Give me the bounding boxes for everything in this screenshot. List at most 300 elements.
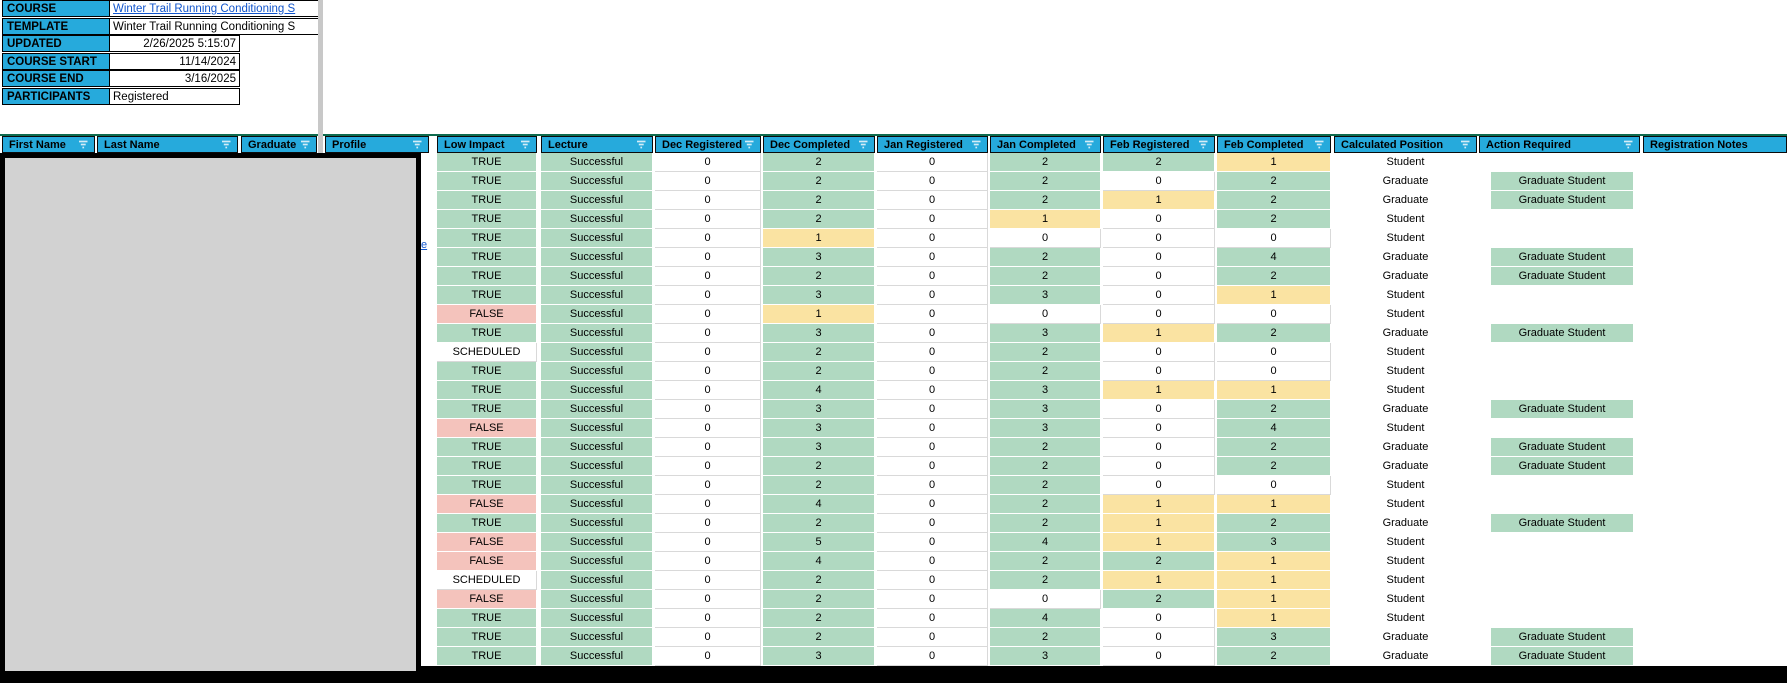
cell-dec-registered[interactable]: 0 — [655, 229, 761, 248]
cell-lecture[interactable]: Successful — [541, 267, 653, 286]
cell-dec-registered[interactable]: 0 — [655, 628, 761, 647]
column-header-calculated-position[interactable] — [1334, 136, 1477, 153]
cell-action-required[interactable] — [1479, 172, 1640, 191]
cell-jan-registered[interactable]: 0 — [877, 514, 988, 533]
cell-jan-completed[interactable]: 2 — [990, 552, 1101, 571]
cell-calculated-position[interactable]: Student — [1386, 384, 1425, 396]
cell-jan-registered[interactable]: 0 — [877, 362, 988, 381]
cell-dec-completed[interactable]: 3 — [763, 400, 875, 419]
cell-dec-registered[interactable]: 0 — [655, 362, 761, 381]
column-header-jan-registered[interactable] — [877, 136, 988, 153]
cell-jan-completed[interactable]: 2 — [990, 476, 1101, 495]
cell-low-impact[interactable]: TRUE — [437, 438, 537, 457]
cell-feb-registered[interactable]: 0 — [1103, 647, 1215, 666]
cell-dec-completed[interactable]: 3 — [763, 438, 875, 457]
cell-jan-completed[interactable]: 3 — [990, 286, 1101, 305]
cell-action-required[interactable] — [1479, 324, 1640, 343]
cell-jan-completed[interactable]: 4 — [990, 533, 1101, 552]
cell-action-required[interactable] — [1479, 628, 1640, 647]
cell-lecture[interactable]: Successful — [541, 571, 653, 590]
cell-jan-registered[interactable]: 0 — [877, 495, 988, 514]
column-header-lecture[interactable] — [541, 136, 653, 153]
cell-registration-notes[interactable] — [1643, 324, 1787, 343]
cell-action-required[interactable] — [1479, 267, 1640, 286]
cell-feb-completed[interactable]: 2 — [1217, 647, 1331, 666]
cell-jan-registered[interactable]: 0 — [877, 343, 988, 362]
cell-calculated-position[interactable]: Student — [1386, 232, 1425, 244]
cell-low-impact[interactable]: FALSE — [437, 495, 537, 514]
cell-feb-registered[interactable]: 0 — [1103, 628, 1215, 647]
cell-jan-registered[interactable]: 0 — [877, 172, 988, 191]
cell-registration-notes[interactable] — [1643, 248, 1787, 267]
cell-feb-registered[interactable]: 0 — [1103, 419, 1215, 438]
cell-feb-registered[interactable]: 0 — [1103, 248, 1215, 267]
cell-low-impact[interactable]: TRUE — [437, 153, 537, 172]
cell-dec-registered[interactable]: 0 — [655, 647, 761, 666]
cell-lecture[interactable]: Successful — [541, 457, 653, 476]
cell-calculated-position[interactable]: Student — [1386, 156, 1425, 168]
cell-action-required[interactable] — [1479, 495, 1640, 514]
cell-action-required[interactable] — [1479, 514, 1640, 533]
cell-feb-registered[interactable]: 2 — [1103, 153, 1215, 172]
template-value[interactable]: Winter Trail Running Conditioning S — [110, 18, 318, 35]
cell-calculated-position[interactable]: Graduate — [1382, 441, 1429, 453]
cell-jan-registered[interactable]: 0 — [877, 400, 988, 419]
cell-feb-registered[interactable]: 2 — [1103, 590, 1215, 609]
cell-feb-registered[interactable]: 1 — [1103, 324, 1215, 343]
column-header-profile[interactable] — [325, 136, 429, 153]
cell-low-impact[interactable]: TRUE — [437, 609, 537, 628]
cell-feb-completed[interactable]: 1 — [1217, 571, 1331, 590]
cell-lecture[interactable]: Successful — [541, 495, 653, 514]
cell-dec-completed[interactable]: 2 — [763, 590, 875, 609]
cell-jan-registered[interactable]: 0 — [877, 609, 988, 628]
cell-registration-notes[interactable] — [1643, 514, 1787, 533]
cell-dec-registered[interactable]: 0 — [655, 286, 761, 305]
cell-calculated-position[interactable]: Student — [1386, 498, 1425, 510]
filter-icon[interactable] — [1197, 139, 1210, 150]
cell-lecture[interactable]: Successful — [541, 647, 653, 666]
cell-registration-notes[interactable] — [1643, 457, 1787, 476]
cell-dec-registered[interactable]: 0 — [655, 514, 761, 533]
cell-feb-registered[interactable]: 0 — [1103, 438, 1215, 457]
cell-registration-notes[interactable] — [1643, 286, 1787, 305]
cell-jan-completed[interactable]: 2 — [990, 628, 1101, 647]
cell-calculated-position[interactable]: Graduate — [1382, 517, 1429, 529]
cell-dec-registered[interactable]: 0 — [655, 343, 761, 362]
cell-lecture[interactable]: Successful — [541, 343, 653, 362]
cell-registration-notes[interactable] — [1643, 533, 1787, 552]
cell-feb-completed[interactable]: 1 — [1217, 552, 1331, 571]
cell-registration-notes[interactable] — [1643, 438, 1787, 457]
cell-feb-completed[interactable]: 1 — [1217, 286, 1331, 305]
cell-feb-registered[interactable]: 0 — [1103, 476, 1215, 495]
cell-low-impact[interactable]: TRUE — [437, 267, 537, 286]
cell-feb-registered[interactable]: 0 — [1103, 210, 1215, 229]
cell-jan-registered[interactable]: 0 — [877, 438, 988, 457]
cell-feb-registered[interactable]: 0 — [1103, 172, 1215, 191]
cell-calculated-position[interactable]: Graduate — [1382, 650, 1429, 662]
cell-feb-completed[interactable]: 0 — [1217, 476, 1331, 495]
cell-action-required[interactable] — [1479, 343, 1640, 362]
cell-lecture[interactable]: Successful — [541, 210, 653, 229]
cell-registration-notes[interactable] — [1643, 476, 1787, 495]
cell-lecture[interactable]: Successful — [541, 248, 653, 267]
filter-icon[interactable] — [220, 139, 233, 150]
cell-dec-completed[interactable]: 2 — [763, 457, 875, 476]
cell-action-required[interactable] — [1479, 229, 1640, 248]
cell-feb-registered[interactable]: 0 — [1103, 400, 1215, 419]
cell-dec-registered[interactable]: 0 — [655, 153, 761, 172]
cell-jan-completed[interactable]: 2 — [990, 248, 1101, 267]
cell-registration-notes[interactable] — [1643, 305, 1787, 324]
cell-jan-completed[interactable]: 0 — [990, 229, 1101, 248]
cell-feb-completed[interactable]: 1 — [1217, 381, 1331, 400]
cell-jan-registered[interactable]: 0 — [877, 153, 988, 172]
cell-calculated-position[interactable]: Student — [1386, 536, 1425, 548]
column-header-graduate[interactable] — [241, 136, 317, 153]
filter-icon[interactable] — [1459, 139, 1472, 150]
cell-registration-notes[interactable] — [1643, 495, 1787, 514]
cell-jan-registered[interactable]: 0 — [877, 533, 988, 552]
cell-low-impact[interactable]: TRUE — [437, 400, 537, 419]
cell-dec-registered[interactable]: 0 — [655, 495, 761, 514]
course-link[interactable]: Winter Trail Running Conditioning S — [110, 0, 318, 17]
cell-dec-completed[interactable]: 3 — [763, 419, 875, 438]
cell-feb-completed[interactable]: 3 — [1217, 533, 1331, 552]
cell-low-impact[interactable]: TRUE — [437, 324, 537, 343]
cell-dec-completed[interactable]: 4 — [763, 495, 875, 514]
filter-icon[interactable] — [1622, 139, 1635, 150]
cell-dec-completed[interactable]: 3 — [763, 647, 875, 666]
cell-jan-completed[interactable]: 3 — [990, 419, 1101, 438]
cell-jan-registered[interactable]: 0 — [877, 571, 988, 590]
profile-link-fragment[interactable]: e — [421, 239, 428, 251]
column-header-first-name[interactable] — [2, 136, 95, 153]
cell-feb-registered[interactable]: 0 — [1103, 267, 1215, 286]
cell-jan-completed[interactable]: 2 — [990, 153, 1101, 172]
cell-jan-completed[interactable]: 2 — [990, 362, 1101, 381]
cell-registration-notes[interactable] — [1643, 609, 1787, 628]
course-start-value[interactable]: 11/14/2024 — [110, 53, 240, 70]
cell-action-required[interactable] — [1479, 609, 1640, 628]
cell-low-impact[interactable]: SCHEDULED — [437, 343, 537, 362]
cell-jan-completed[interactable]: 1 — [990, 210, 1101, 229]
cell-lecture[interactable]: Successful — [541, 514, 653, 533]
cell-jan-registered[interactable]: 0 — [877, 305, 988, 324]
cell-feb-registered[interactable]: 1 — [1103, 191, 1215, 210]
cell-calculated-position[interactable]: Student — [1386, 479, 1425, 491]
column-header-feb-completed[interactable] — [1217, 136, 1331, 153]
cell-low-impact[interactable]: TRUE — [437, 191, 537, 210]
cell-feb-registered[interactable]: 1 — [1103, 381, 1215, 400]
cell-registration-notes[interactable] — [1643, 343, 1787, 362]
cell-calculated-position[interactable]: Graduate — [1382, 194, 1429, 206]
cell-dec-completed[interactable]: 3 — [763, 286, 875, 305]
filter-icon[interactable] — [970, 139, 983, 150]
cell-registration-notes[interactable] — [1643, 210, 1787, 229]
cell-jan-completed[interactable]: 2 — [990, 514, 1101, 533]
cell-dec-completed[interactable]: 3 — [763, 248, 875, 267]
cell-jan-registered[interactable]: 0 — [877, 267, 988, 286]
cell-action-required[interactable] — [1479, 305, 1640, 324]
cell-lecture[interactable]: Successful — [541, 552, 653, 571]
column-header-low-impact[interactable] — [437, 136, 537, 153]
cell-lecture[interactable]: Successful — [541, 590, 653, 609]
cell-jan-registered[interactable]: 0 — [877, 210, 988, 229]
cell-registration-notes[interactable] — [1643, 400, 1787, 419]
cell-jan-registered[interactable]: 0 — [877, 419, 988, 438]
column-header-registration-notes[interactable] — [1643, 136, 1787, 153]
cell-action-required[interactable] — [1479, 590, 1640, 609]
cell-dec-registered[interactable]: 0 — [655, 590, 761, 609]
filter-icon[interactable] — [1313, 139, 1326, 150]
cell-lecture[interactable]: Successful — [541, 324, 653, 343]
filter-icon[interactable] — [743, 139, 756, 150]
cell-jan-completed[interactable]: 3 — [990, 647, 1101, 666]
cell-low-impact[interactable]: TRUE — [437, 457, 537, 476]
cell-dec-registered[interactable]: 0 — [655, 419, 761, 438]
cell-jan-registered[interactable]: 0 — [877, 286, 988, 305]
cell-jan-completed[interactable]: 2 — [990, 172, 1101, 191]
cell-feb-registered[interactable]: 0 — [1103, 343, 1215, 362]
cell-registration-notes[interactable] — [1643, 419, 1787, 438]
cell-dec-completed[interactable]: 2 — [763, 191, 875, 210]
cell-feb-registered[interactable]: 1 — [1103, 533, 1215, 552]
cell-feb-registered[interactable]: 0 — [1103, 362, 1215, 381]
cell-lecture[interactable]: Successful — [541, 438, 653, 457]
cell-action-required[interactable] — [1479, 571, 1640, 590]
participants-value[interactable]: Registered — [110, 88, 240, 105]
cell-feb-completed[interactable]: 2 — [1217, 267, 1331, 286]
cell-dec-completed[interactable]: 2 — [763, 343, 875, 362]
cell-lecture[interactable]: Successful — [541, 419, 653, 438]
cell-low-impact[interactable]: TRUE — [437, 172, 537, 191]
column-header-feb-registered[interactable] — [1103, 136, 1215, 153]
cell-jan-registered[interactable]: 0 — [877, 647, 988, 666]
cell-feb-completed[interactable]: 2 — [1217, 457, 1331, 476]
cell-low-impact[interactable]: TRUE — [437, 229, 537, 248]
cell-registration-notes[interactable] — [1643, 362, 1787, 381]
cell-dec-completed[interactable]: 2 — [763, 362, 875, 381]
cell-action-required[interactable] — [1479, 153, 1640, 172]
cell-registration-notes[interactable] — [1643, 571, 1787, 590]
cell-registration-notes[interactable] — [1643, 381, 1787, 400]
cell-feb-registered[interactable]: 1 — [1103, 571, 1215, 590]
cell-feb-registered[interactable]: 2 — [1103, 552, 1215, 571]
cell-feb-completed[interactable]: 2 — [1217, 324, 1331, 343]
cell-low-impact[interactable]: TRUE — [437, 362, 537, 381]
cell-action-required[interactable] — [1479, 457, 1640, 476]
cell-dec-registered[interactable]: 0 — [655, 400, 761, 419]
cell-dec-registered[interactable]: 0 — [655, 324, 761, 343]
course-end-value[interactable]: 3/16/2025 — [110, 70, 240, 87]
cell-action-required[interactable] — [1479, 286, 1640, 305]
cell-dec-registered[interactable]: 0 — [655, 476, 761, 495]
cell-jan-registered[interactable]: 0 — [877, 628, 988, 647]
cell-action-required[interactable] — [1479, 476, 1640, 495]
cell-action-required[interactable] — [1479, 419, 1640, 438]
cell-dec-registered[interactable]: 0 — [655, 552, 761, 571]
cell-feb-completed[interactable]: 4 — [1217, 419, 1331, 438]
filter-icon[interactable] — [77, 139, 90, 150]
cell-jan-completed[interactable]: 3 — [990, 400, 1101, 419]
cell-dec-completed[interactable]: 1 — [763, 229, 875, 248]
cell-lecture[interactable]: Successful — [541, 628, 653, 647]
cell-dec-completed[interactable]: 3 — [763, 324, 875, 343]
cell-lecture[interactable]: Successful — [541, 476, 653, 495]
cell-jan-completed[interactable]: 2 — [990, 571, 1101, 590]
cell-calculated-position[interactable]: Student — [1386, 365, 1425, 377]
cell-dec-completed[interactable]: 2 — [763, 172, 875, 191]
cell-jan-completed[interactable]: 2 — [990, 267, 1101, 286]
cell-dec-registered[interactable]: 0 — [655, 248, 761, 267]
cell-feb-completed[interactable]: 2 — [1217, 438, 1331, 457]
cell-feb-registered[interactable]: 0 — [1103, 305, 1215, 324]
cell-low-impact[interactable]: FALSE — [437, 533, 537, 552]
cell-feb-completed[interactable]: 3 — [1217, 628, 1331, 647]
column-header-jan-completed[interactable] — [990, 136, 1101, 153]
cell-calculated-position[interactable]: Student — [1386, 308, 1425, 320]
cell-lecture[interactable]: Successful — [541, 362, 653, 381]
cell-low-impact[interactable]: TRUE — [437, 286, 537, 305]
cell-lecture[interactable]: Successful — [541, 172, 653, 191]
cell-action-required[interactable] — [1479, 647, 1640, 666]
cell-registration-notes[interactable] — [1643, 191, 1787, 210]
cell-feb-completed[interactable]: 1 — [1217, 495, 1331, 514]
cell-feb-completed[interactable]: 0 — [1217, 229, 1331, 248]
cell-registration-notes[interactable] — [1643, 172, 1787, 191]
cell-feb-registered[interactable]: 0 — [1103, 229, 1215, 248]
cell-dec-completed[interactable]: 1 — [763, 305, 875, 324]
cell-jan-registered[interactable]: 0 — [877, 248, 988, 267]
cell-dec-registered[interactable]: 0 — [655, 381, 761, 400]
cell-feb-registered[interactable]: 0 — [1103, 457, 1215, 476]
cell-dec-completed[interactable]: 4 — [763, 381, 875, 400]
cell-jan-completed[interactable]: 2 — [990, 495, 1101, 514]
cell-dec-completed[interactable]: 2 — [763, 476, 875, 495]
cell-jan-completed[interactable]: 2 — [990, 438, 1101, 457]
cell-calculated-position[interactable]: Graduate — [1382, 403, 1429, 415]
cell-feb-completed[interactable]: 1 — [1217, 609, 1331, 628]
cell-dec-completed[interactable]: 5 — [763, 533, 875, 552]
cell-calculated-position[interactable]: Graduate — [1382, 327, 1429, 339]
cell-jan-registered[interactable]: 0 — [877, 590, 988, 609]
column-header-last-name[interactable] — [97, 136, 238, 153]
cell-action-required[interactable] — [1479, 400, 1640, 419]
cell-registration-notes[interactable] — [1643, 153, 1787, 172]
cell-jan-completed[interactable]: 2 — [990, 457, 1101, 476]
cell-feb-registered[interactable]: 0 — [1103, 609, 1215, 628]
cell-calculated-position[interactable]: Graduate — [1382, 631, 1429, 643]
filter-icon[interactable] — [635, 139, 648, 150]
cell-jan-registered[interactable]: 0 — [877, 229, 988, 248]
cell-registration-notes[interactable] — [1643, 552, 1787, 571]
cell-lecture[interactable]: Successful — [541, 286, 653, 305]
cell-low-impact[interactable]: FALSE — [437, 419, 537, 438]
column-header-dec-registered[interactable] — [655, 136, 761, 153]
cell-feb-registered[interactable]: 0 — [1103, 286, 1215, 305]
cell-action-required[interactable] — [1479, 533, 1640, 552]
cell-dec-registered[interactable]: 0 — [655, 191, 761, 210]
cell-dec-registered[interactable]: 0 — [655, 457, 761, 476]
cell-jan-completed[interactable]: 2 — [990, 343, 1101, 362]
cell-dec-completed[interactable]: 2 — [763, 267, 875, 286]
cell-low-impact[interactable]: TRUE — [437, 476, 537, 495]
filter-icon[interactable] — [299, 139, 312, 150]
cell-low-impact[interactable]: TRUE — [437, 647, 537, 666]
cell-dec-registered[interactable]: 0 — [655, 172, 761, 191]
cell-dec-registered[interactable]: 0 — [655, 609, 761, 628]
cell-jan-completed[interactable]: 3 — [990, 324, 1101, 343]
cell-low-impact[interactable]: TRUE — [437, 210, 537, 229]
cell-calculated-position[interactable]: Student — [1386, 346, 1425, 358]
cell-feb-completed[interactable]: 1 — [1217, 590, 1331, 609]
cell-feb-completed[interactable]: 0 — [1217, 305, 1331, 324]
cell-low-impact[interactable]: TRUE — [437, 381, 537, 400]
cell-calculated-position[interactable]: Graduate — [1382, 460, 1429, 472]
cell-lecture[interactable]: Successful — [541, 609, 653, 628]
cell-calculated-position[interactable]: Graduate — [1382, 175, 1429, 187]
cell-action-required[interactable] — [1479, 381, 1640, 400]
cell-calculated-position[interactable]: Student — [1386, 422, 1425, 434]
cell-feb-registered[interactable]: 1 — [1103, 495, 1215, 514]
cell-low-impact[interactable]: FALSE — [437, 305, 537, 324]
cell-calculated-position[interactable]: Graduate — [1382, 251, 1429, 263]
cell-dec-registered[interactable]: 0 — [655, 267, 761, 286]
column-header-action-required[interactable] — [1479, 136, 1640, 153]
cell-lecture[interactable]: Successful — [541, 191, 653, 210]
cell-jan-registered[interactable]: 0 — [877, 381, 988, 400]
cell-lecture[interactable]: Successful — [541, 153, 653, 172]
cell-jan-completed[interactable]: 0 — [990, 590, 1101, 609]
cell-jan-completed[interactable]: 2 — [990, 191, 1101, 210]
cell-dec-completed[interactable]: 2 — [763, 210, 875, 229]
cell-feb-completed[interactable]: 4 — [1217, 248, 1331, 267]
filter-icon[interactable] — [1083, 139, 1096, 150]
cell-feb-registered[interactable]: 1 — [1103, 514, 1215, 533]
filter-icon[interactable] — [857, 139, 870, 150]
cell-jan-registered[interactable]: 0 — [877, 552, 988, 571]
cell-calculated-position[interactable]: Graduate — [1382, 270, 1429, 282]
cell-low-impact[interactable]: TRUE — [437, 248, 537, 267]
cell-registration-notes[interactable] — [1643, 628, 1787, 647]
cell-low-impact[interactable]: FALSE — [437, 590, 537, 609]
cell-action-required[interactable] — [1479, 438, 1640, 457]
cell-low-impact[interactable]: SCHEDULED — [437, 571, 537, 590]
cell-calculated-position[interactable]: Student — [1386, 213, 1425, 225]
cell-calculated-position[interactable]: Student — [1386, 574, 1425, 586]
cell-feb-completed[interactable]: 2 — [1217, 191, 1331, 210]
cell-lecture[interactable]: Successful — [541, 533, 653, 552]
cell-feb-completed[interactable]: 0 — [1217, 343, 1331, 362]
filter-icon[interactable] — [411, 139, 424, 150]
cell-calculated-position[interactable]: Student — [1386, 593, 1425, 605]
cell-action-required[interactable] — [1479, 248, 1640, 267]
cell-registration-notes[interactable] — [1643, 647, 1787, 666]
cell-registration-notes[interactable] — [1643, 229, 1787, 248]
cell-dec-completed[interactable]: 2 — [763, 153, 875, 172]
cell-feb-completed[interactable]: 2 — [1217, 210, 1331, 229]
cell-jan-registered[interactable]: 0 — [877, 476, 988, 495]
cell-calculated-position[interactable]: Student — [1386, 555, 1425, 567]
cell-action-required[interactable] — [1479, 210, 1640, 229]
cell-registration-notes[interactable] — [1643, 267, 1787, 286]
cell-dec-completed[interactable]: 2 — [763, 628, 875, 647]
cell-low-impact[interactable]: FALSE — [437, 552, 537, 571]
cell-registration-notes[interactable] — [1643, 590, 1787, 609]
cell-lecture[interactable]: Successful — [541, 229, 653, 248]
